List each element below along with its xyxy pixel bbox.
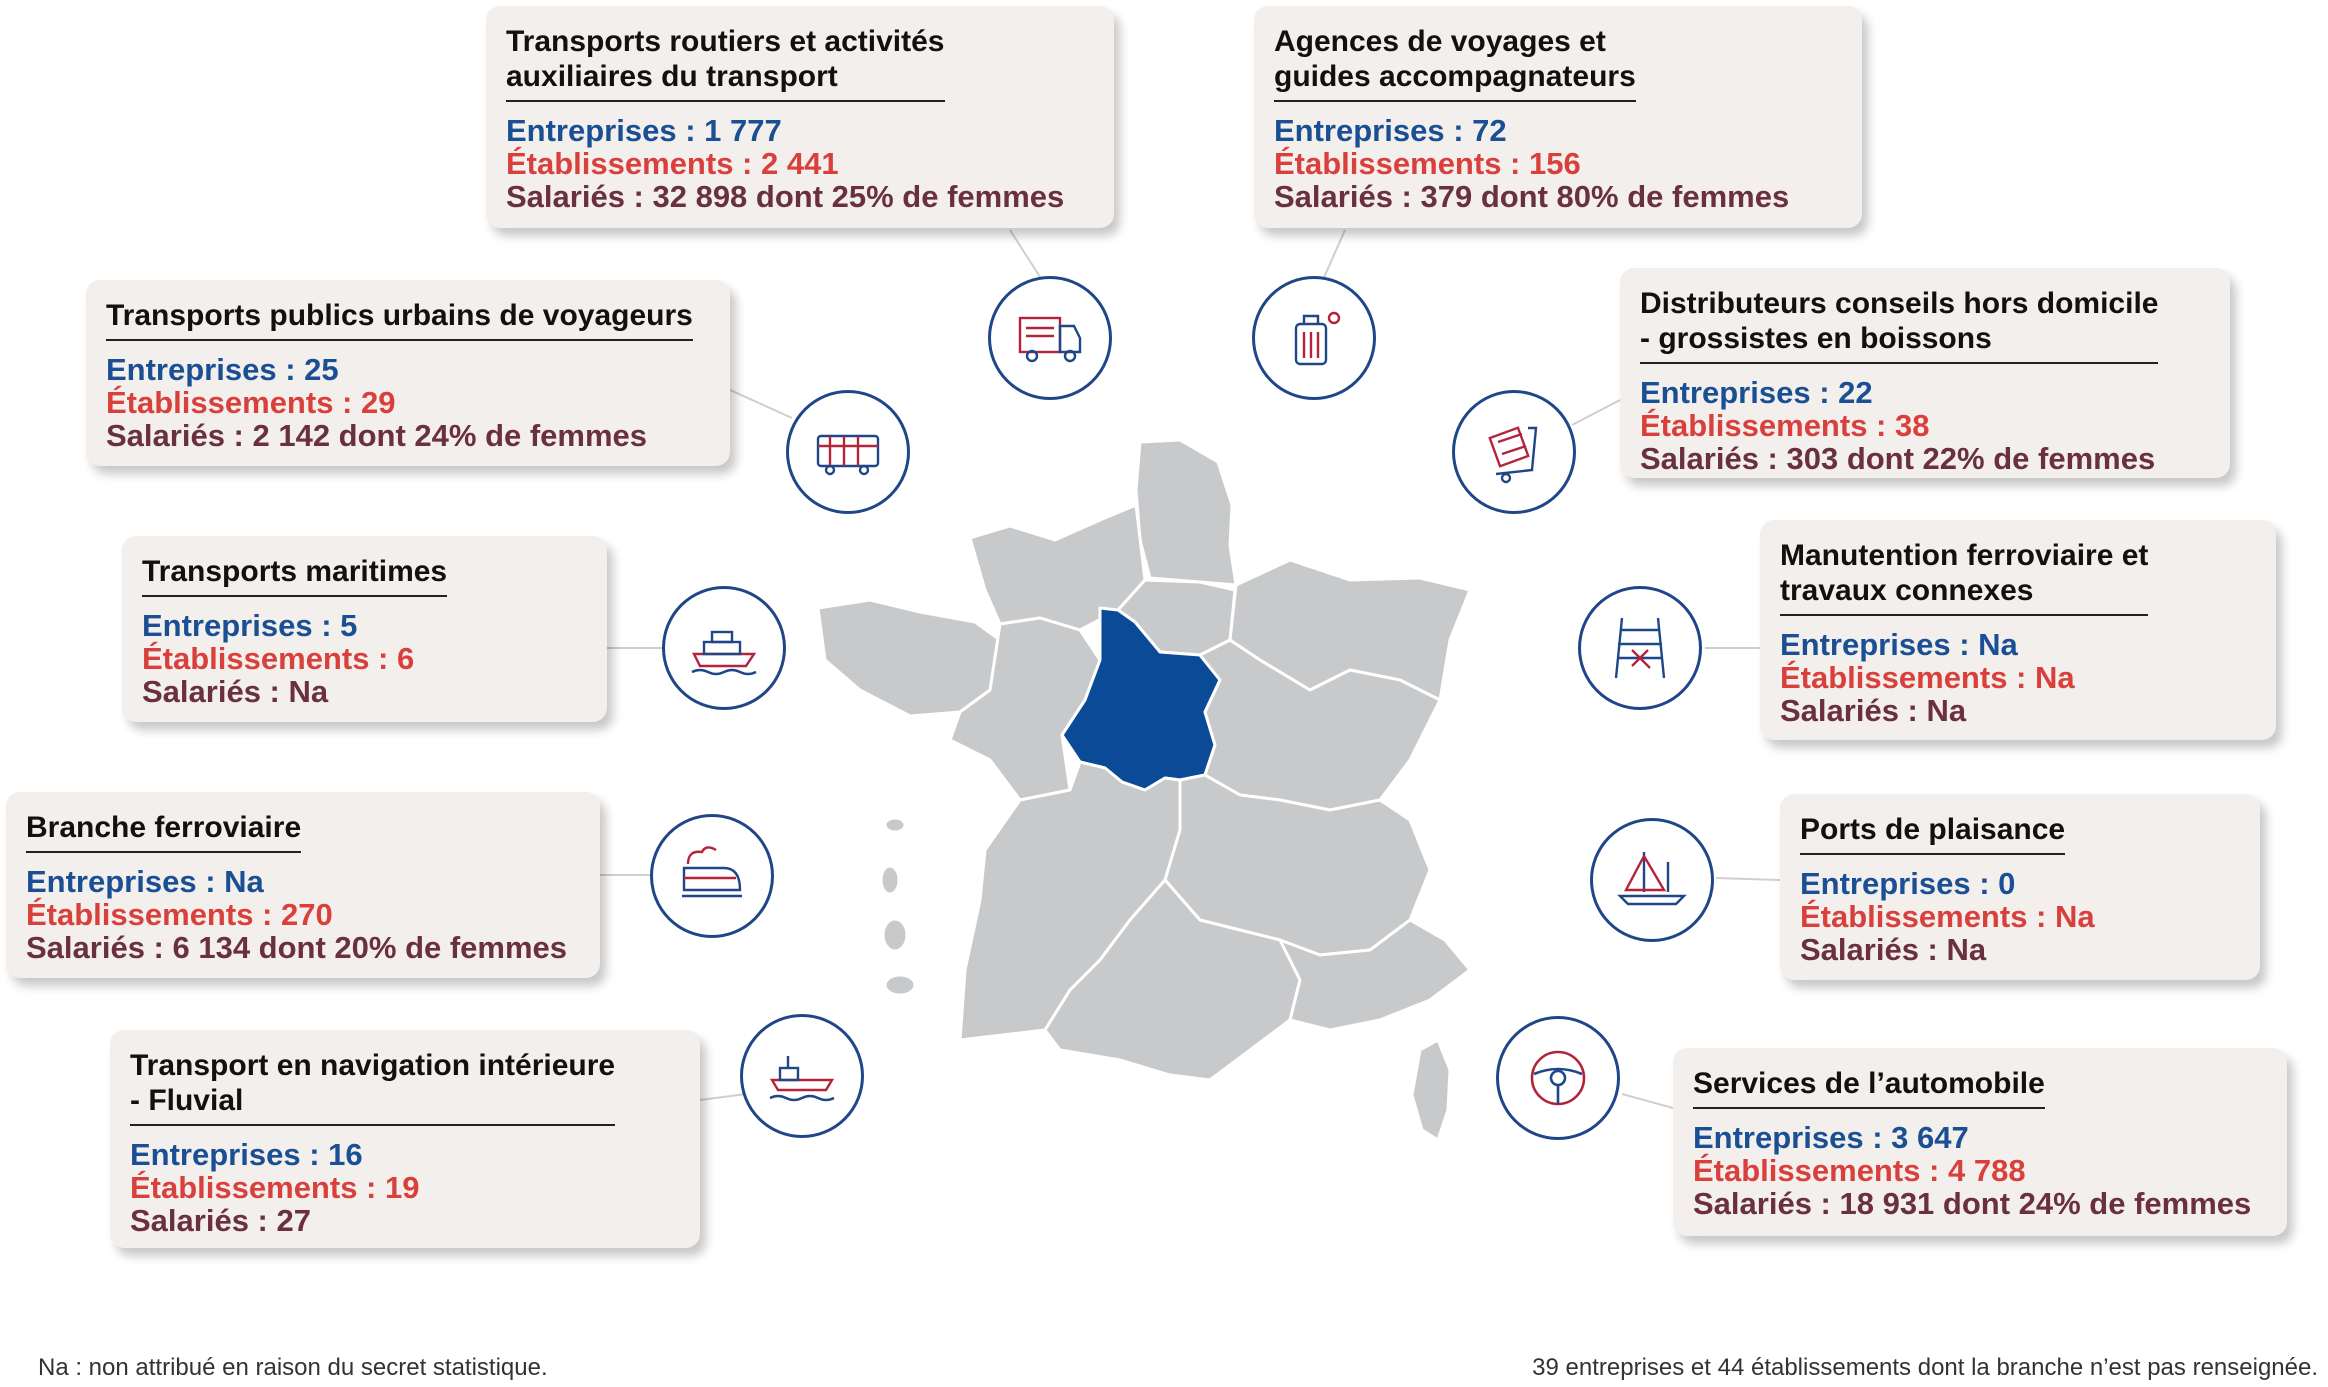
crate-trolley-icon [1452, 390, 1576, 514]
card-etablissements: Établissements : 6 [142, 641, 415, 676]
card-salaries: Salariés : 6 134 dont 20% de femmes [26, 930, 568, 965]
card-salaries: Salariés : 2 142 dont 24% de femmes [106, 418, 648, 453]
region-bretagne [818, 600, 1000, 716]
rail-tools-icon [1578, 586, 1702, 710]
card-title: Branche ferroviaire [26, 810, 301, 853]
card-navigation-interieure [110, 1030, 700, 1248]
footnote-left: Na : non attribué en raison du secret statistique. [38, 1354, 548, 1381]
card-etablissements: Établissements : 38 [1640, 408, 1930, 443]
card-etablissements: Établissements : 270 [26, 897, 333, 932]
card-entreprises: Entreprises : 25 [106, 352, 339, 387]
sailboat-icon [1590, 818, 1714, 942]
card-title: Distributeurs conseils hors domicile - grossistes en boissons [1640, 286, 2158, 364]
suitcase-icon [1252, 276, 1376, 400]
card-transports-maritimes [122, 536, 607, 722]
card-title: Manutention ferroviaire et travaux connexes [1780, 538, 2148, 616]
card-salaries: Salariés : Na [142, 674, 329, 709]
card-etablissements: Établissements : Na [1780, 660, 2075, 695]
barge-icon [740, 1014, 864, 1138]
card-title: Transport en navigation intérieure - Fluvial [130, 1048, 615, 1126]
region-corse [1412, 1040, 1450, 1140]
card-title: Ports de plaisance [1800, 812, 2065, 855]
card-salaries: Salariés : 303 dont 22% de femmes [1640, 441, 2156, 476]
card-salaries: Salariés : 27 [130, 1203, 311, 1238]
card-distributeurs-conseils [1620, 268, 2230, 478]
train-icon [650, 814, 774, 938]
card-entreprises: Entreprises : 72 [1274, 113, 1507, 148]
card-etablissements: Établissements : 29 [106, 385, 396, 420]
card-transports-routiers [486, 6, 1114, 228]
card-entreprises: Entreprises : 3 647 [1693, 1120, 1969, 1155]
card-salaries: Salariés : 32 898 dont 25% de femmes [506, 179, 1065, 214]
card-branche-ferroviaire [6, 792, 600, 978]
cruise-ship-icon [662, 586, 786, 710]
card-etablissements: Établissements : 19 [130, 1170, 420, 1205]
card-entreprises: Entreprises : Na [26, 864, 264, 899]
card-entreprises: Entreprises : 16 [130, 1137, 363, 1172]
card-entreprises: Entreprises : 0 [1800, 866, 2016, 901]
card-salaries: Salariés : Na [1780, 693, 1967, 728]
card-services-automobile [1673, 1048, 2287, 1236]
card-entreprises: Entreprises : Na [1780, 627, 2018, 662]
card-entreprises: Entreprises : 22 [1640, 375, 1873, 410]
card-etablissements: Établissements : 2 441 [506, 146, 839, 181]
card-title: Transports publics urbains de voyageurs [106, 298, 693, 341]
card-etablissements: Établissements : 156 [1274, 146, 1581, 181]
card-entreprises: Entreprises : 1 777 [506, 113, 782, 148]
steering-wheel-icon [1496, 1016, 1620, 1140]
card-salaries: Salariés : Na [1800, 932, 1987, 967]
footnote-right: 39 entreprises et 44 établissements dont la branche n’est pas renseignée. [1532, 1354, 2318, 1381]
card-salaries: Salariés : 18 931 dont 24% de femmes [1693, 1186, 2252, 1221]
card-etablissements: Établissements : Na [1800, 899, 2095, 934]
truck-icon [988, 276, 1112, 400]
card-title: Agences de voyages et guides accompagnateurs [1274, 24, 1636, 102]
region-hauts-de-france [1136, 440, 1236, 585]
card-manutention-ferroviaire [1760, 520, 2276, 740]
card-etablissements: Établissements : 4 788 [1693, 1153, 2026, 1188]
card-title: Services de l’automobile [1693, 1066, 2045, 1109]
card-salaries: Salariés : 379 dont 80% de femmes [1274, 179, 1790, 214]
card-ports-de-plaisance [1780, 794, 2260, 980]
card-transports-publics-urbains [86, 280, 730, 466]
card-entreprises: Entreprises : 5 [142, 608, 358, 643]
card-title: Transports maritimes [142, 554, 447, 597]
bus-icon [786, 390, 910, 514]
card-title: Transports routiers et activités auxiliaires du transport [506, 24, 945, 102]
card-agences-de-voyages [1254, 6, 1862, 228]
